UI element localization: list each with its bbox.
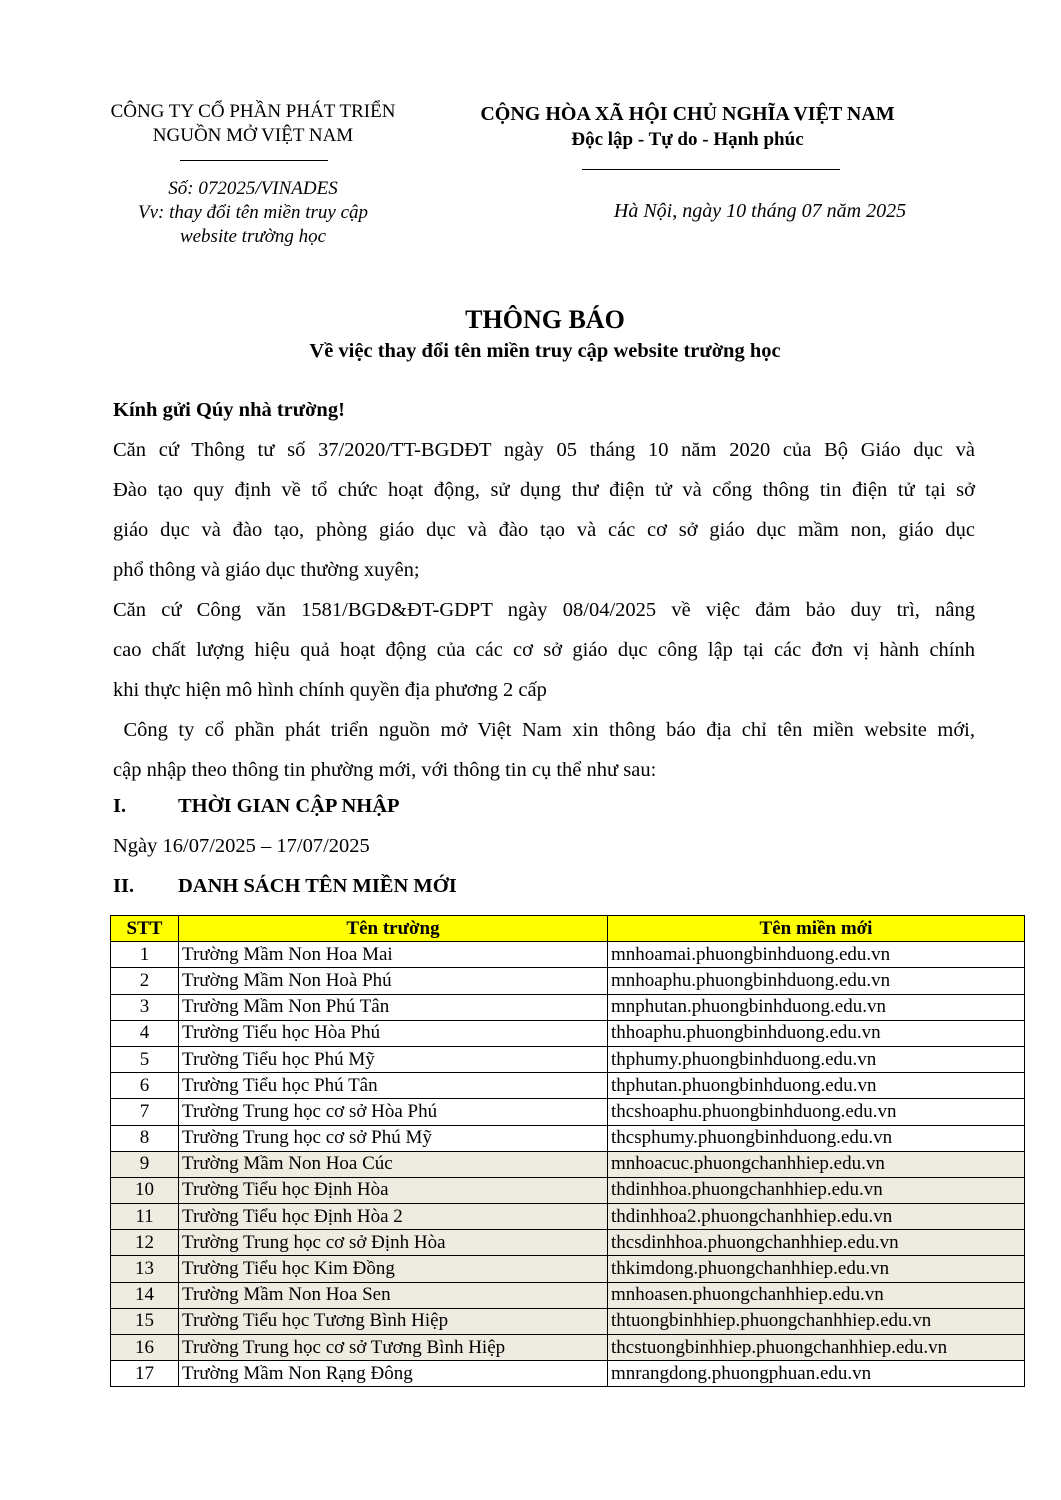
section-number: I. — [113, 795, 127, 817]
row-school-name: Trường Tiểu học Hòa Phú — [179, 1020, 608, 1046]
row-stt: 2 — [111, 968, 179, 994]
row-domain: thphumy.phuongbinhduong.edu.vn — [608, 1046, 1025, 1072]
paragraph2-line: khi thực hiện mô hình chính quyền địa phương 2 cấp — [113, 679, 547, 701]
row-domain: mnphutan.phuongbinhduong.edu.vn — [608, 994, 1025, 1020]
company-divider — [180, 160, 328, 161]
column-header-domain: Tên miền mới — [608, 916, 1025, 942]
row-school-name: Trường Tiểu học Phú Tân — [179, 1073, 608, 1099]
table-row — [111, 1230, 1025, 1256]
row-stt: 10 — [111, 1177, 179, 1203]
document-subject-line2: website trường học — [179, 226, 327, 247]
row-school-name: Trường Mầm Non Hoà Phú — [179, 968, 608, 994]
paragraph1-line: Căn cứ Thông tư số 37/2020/TT-BGDĐT ngày 05 tháng 10 năm 2020 của Bộ Giáo dục và — [113, 439, 975, 461]
row-school-name: Trường Tiểu học Phú Mỹ — [179, 1046, 608, 1072]
document-reference — [78, 177, 428, 249]
row-school-name: Trường Mầm Non Hoa Cúc — [179, 1151, 608, 1177]
paragraph1-line: phổ thông và giáo dục thường xuyên; — [113, 559, 420, 581]
table-row — [111, 1099, 1025, 1125]
row-domain: mnhoaphu.phuongbinhduong.edu.vn — [608, 968, 1025, 994]
row-stt: 14 — [111, 1282, 179, 1308]
row-domain: thcsdinhhoa.phuongchanhhiep.edu.vn — [608, 1230, 1025, 1256]
row-stt: 9 — [111, 1151, 179, 1177]
place-date: Hà Nội, ngày 10 tháng 07 năm 2025 — [613, 200, 907, 222]
row-stt: 5 — [111, 1046, 179, 1072]
row-school-name: Trường Tiểu học Định Hòa — [179, 1177, 608, 1203]
row-stt: 3 — [111, 994, 179, 1020]
table-row — [111, 1335, 1025, 1361]
body-text — [113, 390, 975, 790]
row-school-name: Trường Trung học cơ sở Hòa Phú — [179, 1099, 608, 1125]
row-school-name: Trường Tiểu học Kim Đồng — [179, 1256, 608, 1282]
row-stt: 15 — [111, 1308, 179, 1334]
table-row — [111, 1308, 1025, 1334]
table-row — [111, 942, 1025, 968]
row-domain: thdinhhoa.phuongchanhhiep.edu.vn — [608, 1177, 1025, 1203]
row-stt: 17 — [111, 1361, 179, 1387]
row-domain: thcsphumy.phuongbinhduong.edu.vn — [608, 1125, 1025, 1151]
update-period: Ngày 16/07/2025 – 17/07/2025 — [113, 835, 370, 857]
table-row — [111, 1177, 1025, 1203]
table-row — [111, 1282, 1025, 1308]
table-row — [111, 994, 1025, 1020]
greeting: Kính gửi Qúy nhà trường! — [113, 399, 345, 421]
row-domain: mnhoacuc.phuongchanhhiep.edu.vn — [608, 1151, 1025, 1177]
paragraph1-line: giáo dục và đào tạo, phòng giáo dục và đào tạo và các cơ sở giáo dục mầm non, giáo dục — [113, 519, 975, 541]
row-stt: 12 — [111, 1230, 179, 1256]
table-row — [111, 1204, 1025, 1230]
table-row — [111, 968, 1025, 994]
paragraph3-line: cập nhập theo thông tin phường mới, với thông tin cụ thể như sau: — [113, 759, 657, 781]
row-school-name: Trường Tiểu học Định Hòa 2 — [179, 1204, 608, 1230]
column-header-school: Tên trường — [179, 916, 608, 942]
row-school-name: Trường Trung học cơ sở Tương Bình Hiệp — [179, 1335, 608, 1361]
row-domain: mnrangdong.phuongphuan.edu.vn — [608, 1361, 1025, 1387]
row-school-name: Trường Mầm Non Rạng Đông — [179, 1361, 608, 1387]
row-domain: thtuongbinhhiep.phuongchanhhiep.edu.vn — [608, 1308, 1025, 1334]
document-number: Số: 072025/VINADES — [168, 178, 338, 199]
paragraph2-line: cao chất lượng hiệu quả hoạt động của các cơ sở giáo dục công lập tại các đơn vị hành chính — [113, 639, 975, 661]
nation-header — [440, 101, 935, 153]
company-name-line2: NGUỒN MỞ VIỆT NAM — [152, 125, 354, 146]
nation-motto: Độc lập - Tự do - Hạnh phúc — [571, 129, 804, 150]
row-school-name: Trường Mầm Non Phú Tân — [179, 994, 608, 1020]
row-stt: 8 — [111, 1125, 179, 1151]
table-header-row — [111, 916, 1025, 942]
row-school-name: Trường Mầm Non Hoa Sen — [179, 1282, 608, 1308]
nation-divider — [582, 169, 840, 170]
table-row — [111, 1073, 1025, 1099]
section-title: DANH SÁCH TÊN MIỀN MỚI — [178, 875, 457, 897]
table-row — [111, 1256, 1025, 1282]
row-stt: 6 — [111, 1073, 179, 1099]
column-header-stt: STT — [111, 916, 179, 942]
domain-table — [110, 915, 1025, 1387]
row-school-name: Trường Trung học cơ sở Định Hòa — [179, 1230, 608, 1256]
paragraph3-line: Công ty cổ phần phát triển nguồn mở Việt Nam xin thông báo địa chỉ tên miền website mới, — [113, 719, 975, 741]
document-subject-line1: Vv: thay đổi tên miền truy cập — [137, 202, 369, 223]
row-stt: 4 — [111, 1020, 179, 1046]
company-header — [78, 100, 428, 148]
section-heading-time — [113, 795, 400, 818]
row-school-name: Trường Trung học cơ sở Phú Mỹ — [179, 1125, 608, 1151]
row-stt: 11 — [111, 1204, 179, 1230]
table-row — [111, 1361, 1025, 1387]
company-name-line1: CÔNG TY CỔ PHẦN PHÁT TRIỂN — [110, 101, 396, 122]
page-title: THÔNG BÁO — [465, 305, 625, 334]
table-row — [111, 1151, 1025, 1177]
section-number: II. — [113, 875, 135, 897]
section-title: THỜI GIAN CẬP NHẬP — [178, 795, 400, 817]
table-row — [111, 1125, 1025, 1151]
page-subtitle: Về việc thay đổi tên miền truy cập website trường học — [309, 340, 781, 362]
paragraph2-line: Căn cứ Công văn 1581/BGD&ĐT-GDPT ngày 08/04/2025 về việc đảm bảo duy trì, nâng — [113, 599, 975, 621]
row-school-name: Trường Mầm Non Hoa Mai — [179, 942, 608, 968]
row-domain: thdinhhoa2.phuongchanhhiep.edu.vn — [608, 1204, 1025, 1230]
row-domain: thcstuongbinhhiep.phuongchanhhiep.edu.vn — [608, 1335, 1025, 1361]
row-domain: mnhoamai.phuongbinhduong.edu.vn — [608, 942, 1025, 968]
row-domain: thkimdong.phuongchanhhiep.edu.vn — [608, 1256, 1025, 1282]
table-row — [111, 1020, 1025, 1046]
row-stt: 13 — [111, 1256, 179, 1282]
row-stt: 16 — [111, 1335, 179, 1361]
paragraph1-line: Đào tạo quy định về tổ chức hoạt động, sử dụng thư điện tử và cổng thông tin điện tử tại sở — [113, 479, 975, 501]
table-row — [111, 1046, 1025, 1072]
row-stt: 7 — [111, 1099, 179, 1125]
row-domain: mnhoasen.phuongchanhhiep.edu.vn — [608, 1282, 1025, 1308]
row-domain: thcshoaphu.phuongbinhduong.edu.vn — [608, 1099, 1025, 1125]
nation-title: CỘNG HÒA XÃ HỘI CHỦ NGHĨA VIỆT NAM — [480, 103, 895, 125]
row-domain: thhoaphu.phuongbinhduong.edu.vn — [608, 1020, 1025, 1046]
row-stt: 1 — [111, 942, 179, 968]
row-school-name: Trường Tiểu học Tương Bình Hiệp — [179, 1308, 608, 1334]
section-heading-list — [113, 875, 457, 898]
row-domain: thphutan.phuongbinhduong.edu.vn — [608, 1073, 1025, 1099]
